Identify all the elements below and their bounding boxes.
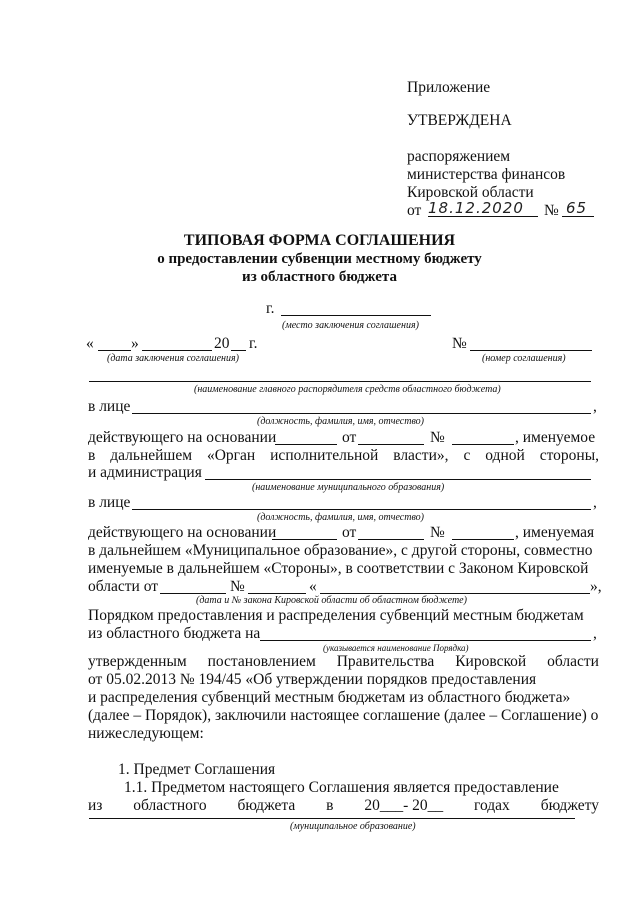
approved-label: УТВЕРЖДЕНА [407, 112, 512, 129]
position-hint-1: (должность, фамилия, имя, отчество) [257, 416, 424, 427]
main-admin-hint: (наименование главного распорядителя средств областного бюджета) [194, 384, 501, 395]
organ-word: «Орган [206, 447, 256, 464]
comma-2: , [593, 494, 597, 511]
date-open-quote: « [86, 335, 94, 352]
organ-line [88, 447, 599, 465]
date-close-quote: » [131, 335, 139, 352]
procedure-hint: (указывается наименование Порядка) [323, 643, 469, 653]
basis-date-field-1[interactable] [358, 444, 424, 445]
place-field[interactable] [281, 315, 431, 316]
parties-line: именуемые в дальнейшем «Стороны», в соответствии с Законом Кировской [88, 560, 589, 577]
procedure-name-field[interactable] [260, 640, 591, 641]
basis-doc-field-2[interactable] [272, 539, 337, 540]
clause-word: 20___- 20__ [364, 797, 444, 814]
organ-word: стороны, [539, 447, 599, 464]
main-admin-field[interactable] [89, 381, 591, 382]
agreement-num-sign: № [452, 335, 467, 352]
resolution-line: от 05.02.2013 № 194/45 «Об утверждении порядков предоставления [88, 671, 537, 688]
law-num-sign: № [230, 578, 245, 595]
basis-date-field-2[interactable] [358, 539, 424, 540]
year-suffix: г. [249, 335, 258, 352]
clause-word: годах [474, 797, 510, 814]
hereinafter-line: (далее – Порядок), заключили настоящее соглашение (далее – Соглашение) о [88, 707, 599, 724]
approved-by-word: области [547, 653, 599, 670]
place-hint: (место заключения соглашения) [282, 320, 419, 331]
in-person-label-1: в лице [88, 398, 131, 415]
basis-from-label-1: от [342, 429, 357, 446]
municipality-field[interactable] [205, 479, 591, 480]
in-person-label-2: в лице [88, 494, 131, 511]
month-field[interactable] [142, 350, 212, 351]
basis-doc-field-1[interactable] [275, 444, 337, 445]
approval-number-handwritten: 65 [566, 199, 588, 217]
clause-word: бюджета [237, 797, 296, 814]
law-name-field[interactable] [320, 593, 590, 594]
position-field-1[interactable] [132, 413, 591, 414]
approved-by-word: утвержденным [88, 653, 187, 670]
basis-num-sign-2: № [430, 524, 445, 541]
basis-number-field-1[interactable] [452, 444, 514, 445]
approval-date-handwritten: 18.12.2020 [428, 199, 524, 217]
approval-date-line [428, 216, 538, 217]
named-label-1: , именуемое [515, 429, 596, 446]
law-open-quote: « [309, 578, 317, 595]
from-budget-label: из областного бюджета на [88, 625, 261, 642]
organ-word: в [88, 447, 96, 464]
appendix-label: Приложение [407, 79, 491, 96]
municipality-field-2[interactable] [89, 818, 575, 819]
organ-word: власти», [393, 447, 449, 464]
approved-by-word: Правительства [336, 653, 435, 670]
approved-line-2: министерства финансов [407, 166, 566, 183]
approved-ot: от [407, 202, 422, 219]
organ-word: одной [485, 447, 525, 464]
year-prefix: 20 [214, 335, 230, 352]
approved-by-line [88, 653, 599, 671]
organ-word: с [463, 447, 471, 464]
region-from-label: области от [88, 578, 159, 595]
basis-number-field-2[interactable] [452, 539, 514, 540]
distribution-line: и распределения субвенций местным бюджетам из областного бюджета» [88, 689, 571, 706]
day-field[interactable] [98, 350, 131, 351]
comma-3: , [593, 625, 597, 642]
city-label: г. [266, 300, 275, 317]
section-1-title: 1. Предмет Соглашения [118, 761, 276, 778]
date-hint: (дата заключения соглашения) [107, 353, 239, 364]
approved-line-1: распоряжением [407, 148, 511, 165]
basis-from-label-2: от [342, 524, 357, 541]
approved-by-word: Кировской [455, 653, 527, 670]
basis-num-sign-1: № [430, 429, 445, 446]
clause-word: областного [133, 797, 207, 814]
approval-number-line [562, 216, 594, 217]
year-field[interactable] [231, 350, 246, 351]
position-hint-2: (должность, фамилия, имя, отчество) [257, 512, 424, 523]
position-field-2[interactable] [132, 509, 591, 510]
clause-word: в [326, 797, 334, 814]
law-close-quote: », [590, 578, 602, 595]
procedure-line: Порядком предоставления и распределения субвенций местным бюджетам [88, 607, 584, 624]
agreement-number-hint: (номер соглашения) [482, 353, 566, 364]
law-date-field[interactable] [160, 593, 226, 594]
organ-word: дальнейшем [110, 447, 193, 464]
form-subtitle-1: о предоставлении субвенции местному бюджету [157, 251, 482, 267]
law-number-field[interactable] [248, 593, 306, 594]
following-line: нижеследующем: [88, 725, 204, 742]
agreement-number-field[interactable] [470, 350, 592, 351]
clause-1-1: 1.1. Предметом настоящего Соглашения является предоставление [124, 779, 559, 796]
form-title: ТИПОВАЯ ФОРМА СОГЛАШЕНИЯ [183, 232, 456, 249]
municipality-party-line: в дальнейшем «Муниципальное образование», с другой стороны, совместно [88, 542, 593, 559]
comma-1: , [593, 398, 597, 415]
law-hint: (дата и № закона Кировской области об областном бюджете) [196, 595, 467, 606]
municipality-hint-2: (муниципальное образование) [290, 821, 416, 832]
approved-line-3: Кировской области [407, 184, 534, 201]
acting-basis-label-1: действующего на основании [88, 429, 277, 446]
clause-word: бюджету [540, 797, 599, 814]
acting-basis-label-2: действующего на основании [88, 524, 277, 541]
form-subtitle-2: из областного бюджета [242, 269, 397, 285]
named-label-2: , именуемая [515, 524, 595, 541]
approval-num-sign: № [544, 202, 559, 219]
clause-1-1-continued [88, 797, 599, 815]
municipality-hint: (наименование муниципального образования) [252, 482, 445, 493]
administration-label: и администрация [88, 464, 202, 481]
approved-by-word: постановлением [207, 653, 316, 670]
organ-word: исполнительной [270, 447, 379, 464]
clause-word: из [88, 797, 103, 814]
